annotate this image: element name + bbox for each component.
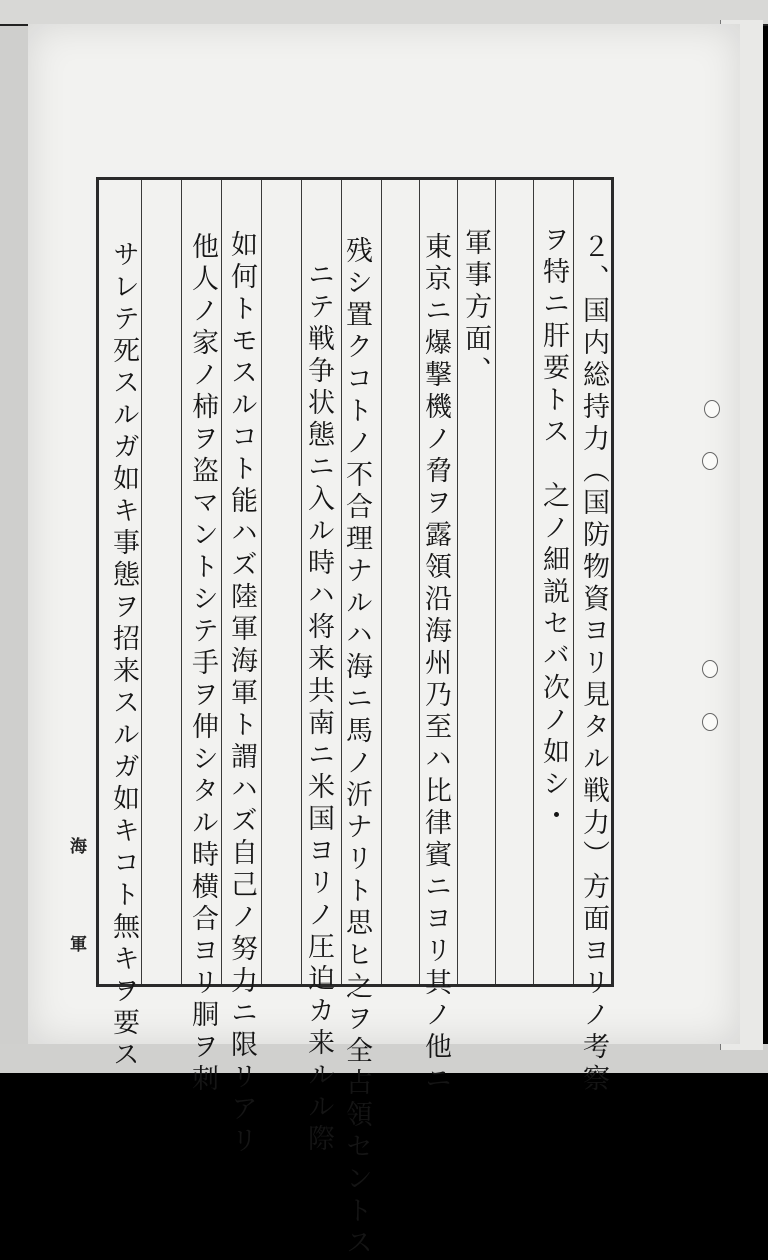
column-rule [457, 180, 458, 984]
text-column-1: ２、国内総持力（国防物資ヨリ見タル戦力）方面ヨリノ考察 [578, 232, 609, 1096]
scan-left-edge [0, 0, 28, 1073]
text-column-3: 軍事方面、 [460, 228, 491, 388]
binding-hole [702, 452, 718, 470]
binding-hole [702, 660, 718, 678]
margin-stamp-navy-1: 海 [70, 837, 87, 857]
binding-hole [702, 713, 718, 731]
text-column-5: 残シ置クコトノ不合理ナルハ海ニ馬ノ沂ナリト思ヒ之ヲ全占領セントス [341, 236, 372, 1260]
text-column-9: サレテ死スルガ如キ事態ヲ招来スルガ如キコト無キヲ要ス [108, 240, 139, 1072]
column-rule [221, 180, 222, 984]
text-column-7: 如何トモスルコト能ハズ陸軍海軍ト謂ハズ自己ノ努力ニ限リアリ [226, 230, 257, 1158]
scan-top-strip [0, 0, 768, 26]
column-rule [573, 180, 574, 984]
text-column-2: ヲ特ニ肝要トス 之ノ細説セバ次ノ如シ・ [538, 225, 569, 833]
margin-stamp-navy-2: 軍 [70, 935, 87, 955]
text-column-6: ニテ戦争状態ニ入ル時ハ将来共南ニ米国ヨリノ圧迫カ来ルル際 [303, 260, 334, 1156]
column-rule [141, 180, 142, 984]
text-column-4: 東京ニ爆撃機ノ脅ヲ露領沿海州乃至ハ比律賓ニヨリ其ノ他ニ [420, 232, 451, 1096]
column-rule [261, 180, 262, 984]
column-rule [495, 180, 496, 984]
column-rule [301, 180, 302, 984]
column-rule [381, 180, 382, 984]
binding-hole [704, 400, 720, 418]
column-rule [533, 180, 534, 984]
text-column-8: 他人ノ家ノ柿ヲ盗マントシテ手ヲ伸シタル時横合ヨリ胴ヲ刺 [187, 232, 218, 1096]
column-rule [181, 180, 182, 984]
